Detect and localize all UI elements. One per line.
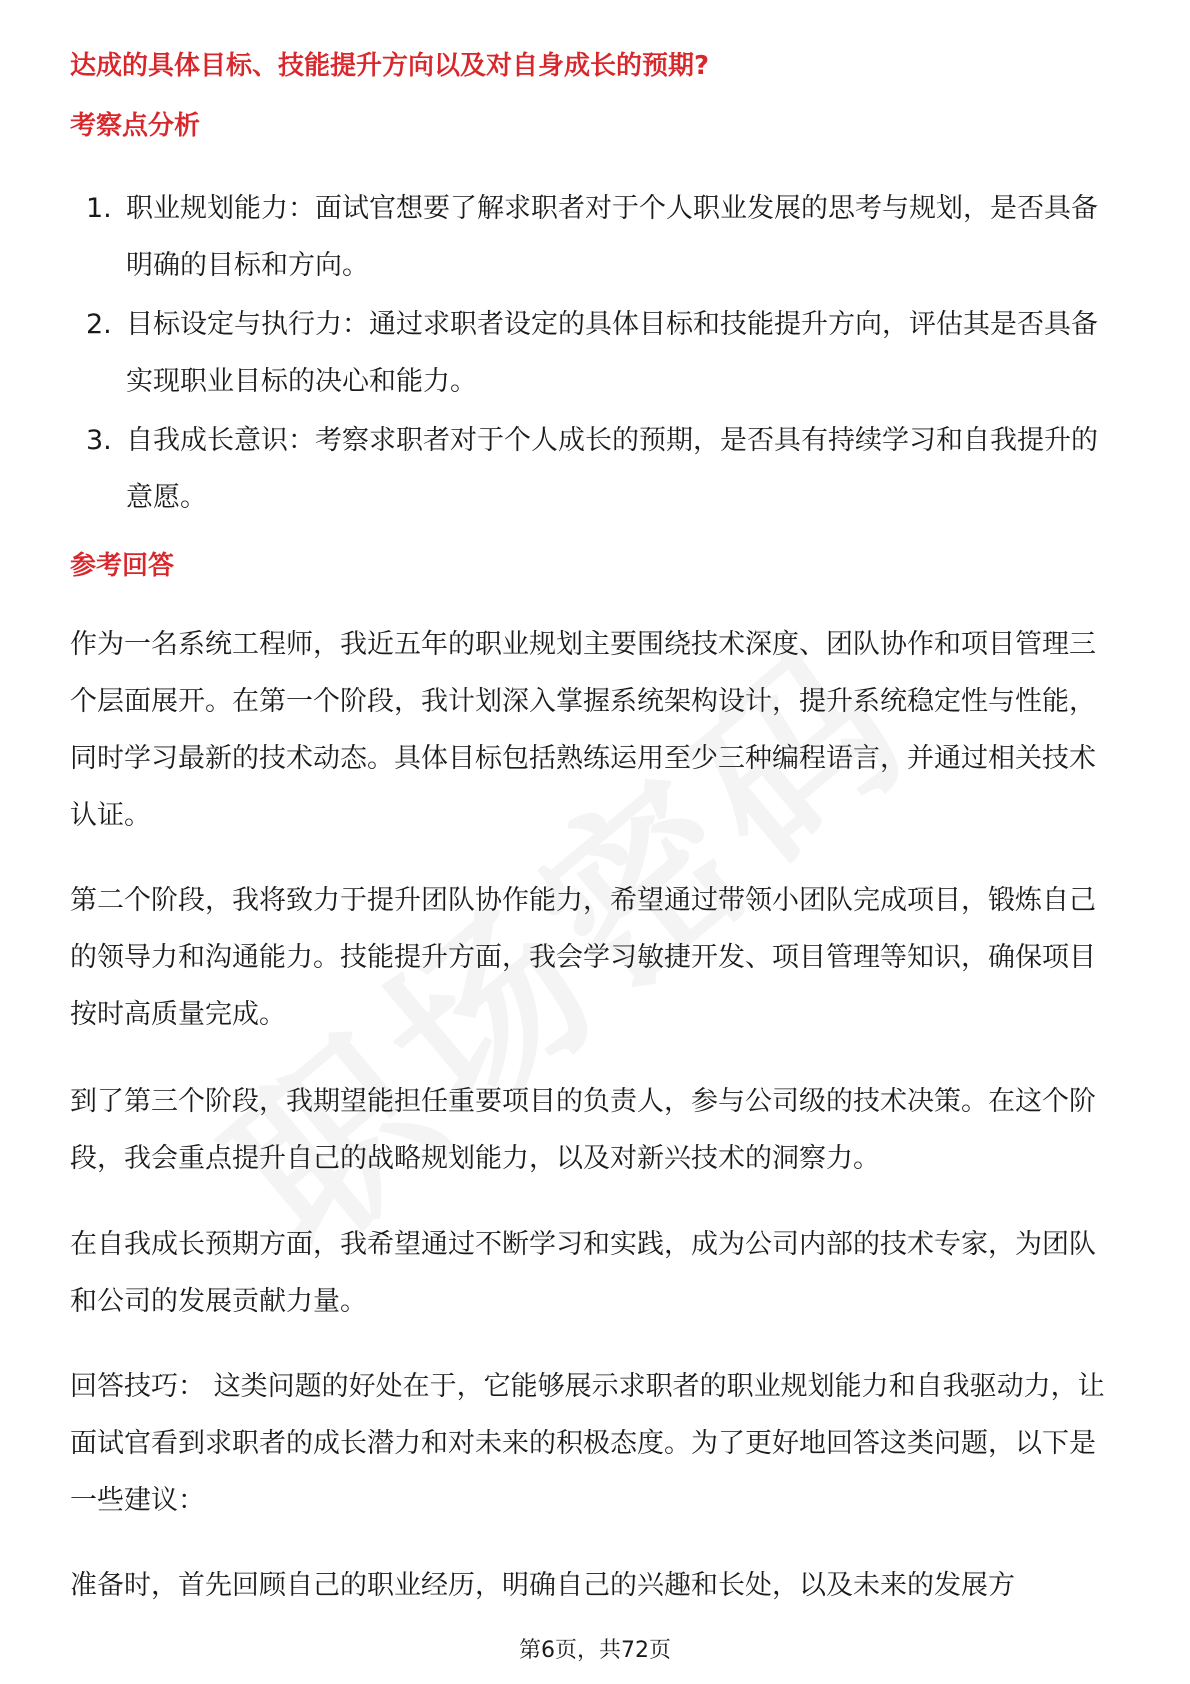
analysis-heading: 考察点分析 [70,111,201,141]
list-item-text: 自我成长意识：考察求职者对于个人成长的预期，是否具有持续学习和自我提升的意愿。 [126,425,1098,513]
list-item-text: 职业规划能力：面试官想要了解求职者对于个人职业发展的思考与规划，是否具备明确的目标和方向。 [126,193,1098,281]
answer-paragraph: 在自我成长预期方面，我希望通过不断学习和实践，成为公司内部的技术专家，为团队和公司的发展贡献力量。 [70,1229,1096,1317]
question-title: 达成的具体目标、技能提升方向以及对自身成长的预期? [70,51,710,81]
answer-paragraph: 作为一名系统工程师，我近五年的职业规划主要围绕技术深度、团队协作和项目管理三个层面展开。在第一个阶段，我计划深入掌握系统架构设计，提升系统稳定性与性能，同时学习最新的技术动态。具体目标包括熟练运用至少三种编程语言，并通过相关技术认证。 [70,629,1096,831]
analysis-list [70,180,1120,528]
page-number-footer: 第6页，共72页 [519,1638,671,1663]
list-item [70,296,1120,410]
list-item-number: 2. [86,309,112,340]
list-item-number: 3. [86,425,112,456]
list-item [70,180,1120,294]
preparation-paragraph: 准备时，首先回顾自己的职业经历，明确自己的兴趣和长处，以及未来的发展方 [70,1570,1015,1601]
tips-paragraph: 回答技巧： 这类问题的好处在于，它能够展示求职者的职业规划能力和自我驱动力，让面试官看到求职者的成长潜力和对未来的积极态度。为了更好地回答这类问题，以下是一些建议： [70,1371,1105,1516]
answer-paragraph: 到了第三个阶段，我期望能担任重要项目的负责人，参与公司级的技术决策。在这个阶段，我会重点提升自己的战略规划能力，以及对新兴技术的洞察力。 [70,1086,1096,1174]
list-item-number: 1. [86,193,112,224]
answer-heading: 参考回答 [70,551,175,581]
answer-paragraph: 第二个阶段，我将致力于提升团队协作能力，希望通过带领小团队完成项目，锻炼自己的领导力和沟通能力。技能提升方面，我会学习敏捷开发、项目管理等知识，确保项目按时高质量完成。 [70,885,1096,1030]
list-item-text: 目标设定与执行力：通过求职者设定的具体目标和技能提升方向，评估其是否具备实现职业目标的决心和能力。 [126,309,1098,397]
list-item [70,412,1120,526]
